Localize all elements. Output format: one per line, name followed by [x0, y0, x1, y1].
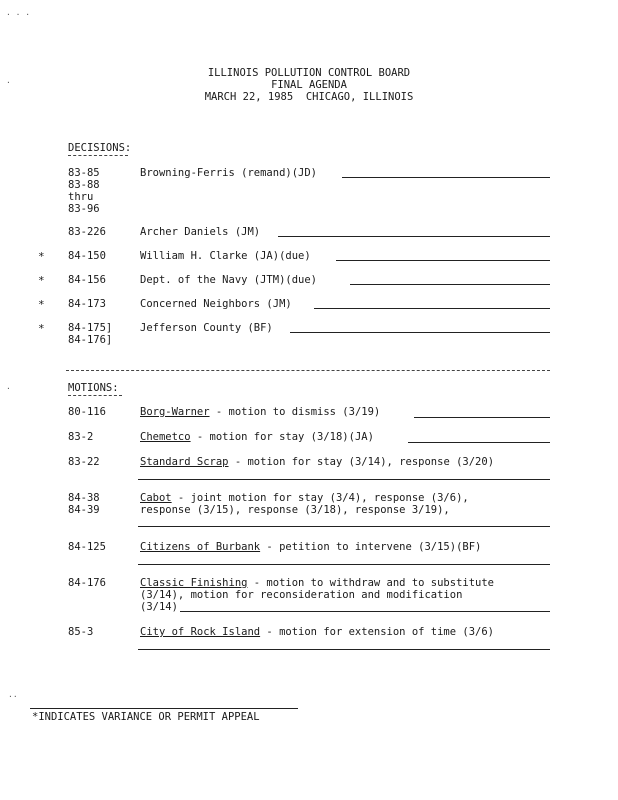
motion-description: - motion for stay (3/18)(JA): [190, 431, 374, 443]
footer-rule: [30, 708, 298, 709]
case-number: 83-85 83-88 thru 83-96: [68, 167, 100, 215]
case-number: 83-22: [68, 456, 100, 468]
party-name: Chemetco: [140, 431, 191, 443]
motion-text: [140, 456, 494, 468]
case-number: 84-173: [68, 298, 106, 310]
signature-line: [138, 479, 550, 480]
signature-line: [278, 236, 550, 237]
scan-speck: ·: [6, 384, 11, 393]
scan-speck: · · ·: [6, 10, 31, 19]
signature-line: [180, 611, 550, 612]
variance-marker: *: [38, 274, 45, 287]
motion-text: [140, 492, 469, 516]
decision-text: Browning-Ferris (remand)(JD): [140, 167, 318, 179]
case-number: 83-2: [68, 431, 94, 443]
party-name: Cabot: [140, 492, 172, 504]
case-number: 83-226: [68, 226, 106, 238]
motions-heading-underline: [68, 395, 122, 396]
party-name: Standard Scrap: [140, 456, 229, 468]
motion-text: [140, 431, 374, 443]
scan-speck: ··: [8, 692, 18, 701]
party-name: Citizens of Burbank: [140, 541, 261, 553]
motion-description: - joint motion for stay (3/4), response (3/6), response (3/15), response (3/18), response 3/19),: [140, 492, 469, 516]
motion-description: - motion for extension of time (3/6): [260, 626, 495, 638]
signature-line: [314, 308, 550, 309]
case-number: 84-125: [68, 541, 106, 553]
case-number: 84-156: [68, 274, 106, 286]
decisions-heading: DECISIONS:: [68, 142, 132, 154]
footer-note: *INDICATES VARIANCE OR PERMIT APPEAL: [32, 711, 260, 723]
board-title: ILLINOIS POLLUTION CONTROL BOARD: [207, 67, 411, 79]
decision-text: Jefferson County (BF): [140, 322, 273, 334]
motion-description: - motion to withdraw and to substitute (3/14), motion for reconsideration and modification (3/14): [140, 577, 495, 613]
signature-line: [290, 332, 550, 333]
decision-text: Dept. of the Navy (JTM)(due): [140, 274, 318, 286]
motion-text: [140, 577, 494, 613]
signature-line: [414, 417, 550, 418]
case-number: 84-175] 84-176]: [68, 322, 113, 346]
case-number: 85-3: [68, 626, 94, 638]
party-name: Borg-Warner: [140, 406, 210, 418]
motion-description: - motion for stay (3/14), response (3/20): [228, 456, 495, 468]
signature-line: [342, 177, 550, 178]
motion-text: [140, 406, 380, 418]
signature-line: [350, 284, 550, 285]
signature-line: [138, 564, 550, 565]
motions-heading: MOTIONS:: [68, 382, 119, 394]
decision-text: Concerned Neighbors (JM): [140, 298, 292, 310]
decisions-heading-underline: [68, 155, 128, 156]
agenda-date-location: MARCH 22, 1985 CHICAGO, ILLINOIS: [204, 91, 414, 103]
variance-marker: *: [38, 322, 45, 335]
scan-speck: ·: [6, 78, 11, 87]
signature-line: [336, 260, 550, 261]
motion-text: [140, 541, 481, 553]
motion-description: - petition to intervene (3/15)(BF): [260, 541, 482, 553]
motion-text: [140, 626, 494, 638]
case-number: 80-116: [68, 406, 106, 418]
decision-text: Archer Daniels (JM): [140, 226, 261, 238]
signature-line: [408, 442, 550, 443]
variance-marker: *: [38, 298, 45, 311]
decision-text: William H. Clarke (JA)(due): [140, 250, 311, 262]
signature-line: [138, 649, 550, 650]
variance-marker: *: [38, 250, 45, 263]
agenda-title: FINAL AGENDA: [271, 79, 347, 91]
motion-description: - motion to dismiss (3/19): [209, 406, 381, 418]
case-number: 84-38 84-39: [68, 492, 100, 516]
party-name: City of Rock Island: [140, 626, 261, 638]
party-name: Classic Finishing: [140, 577, 248, 589]
case-number: 84-176: [68, 577, 106, 589]
separator-line: [66, 370, 550, 371]
case-number: 84-150: [68, 250, 106, 262]
signature-line: [138, 526, 550, 527]
